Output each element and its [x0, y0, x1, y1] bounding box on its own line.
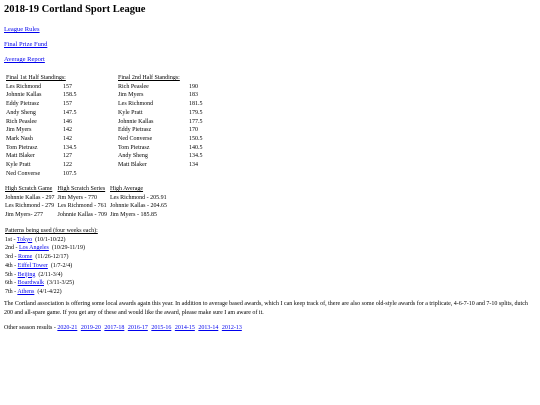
- high-series-cell: Les Richmond - 761: [57, 203, 107, 209]
- standings-row: [6, 161, 77, 170]
- patterns-list: [5, 236, 98, 297]
- standings-row: [118, 135, 203, 144]
- high-average-cell: Jim Myers - 185.85: [110, 211, 157, 218]
- first-half-header: Final 1st Half Standings:: [6, 75, 66, 81]
- pattern-dates: (2/11-3/4): [38, 271, 63, 278]
- bowler-name: Matt Blaker: [118, 162, 147, 169]
- bowler-points: 146: [63, 118, 72, 125]
- high-game-cell: Jim Myers- 277: [5, 211, 43, 218]
- bowler-name: Johnnie Kallas: [6, 92, 42, 99]
- bowler-points: 190: [189, 83, 198, 90]
- bowler-name: Jim Myers: [6, 127, 32, 134]
- bowler-name: Matt Blaker: [6, 153, 35, 160]
- high-scores-row: [5, 211, 170, 220]
- season-link[interactable]: 2014-15: [174, 325, 195, 331]
- bowler-points: 107.5: [63, 170, 77, 177]
- high-scores-table: [5, 186, 170, 219]
- bowler-name: Les Richmond: [118, 101, 154, 108]
- standings-row: [6, 83, 77, 92]
- second-half-standings: [118, 74, 203, 170]
- high-scores-body: [5, 194, 170, 220]
- bowler-name: Les Richmond: [6, 83, 42, 90]
- bowler-name: Eddy Pietrasz: [6, 101, 40, 108]
- pattern-order: 4th -: [5, 262, 18, 269]
- season-link[interactable]: 2013-14: [198, 325, 219, 331]
- pattern-dates: (11/26-12/17): [35, 254, 69, 261]
- pattern-link[interactable]: Tokyo: [16, 236, 33, 243]
- pattern-order: 6th -: [5, 280, 18, 287]
- bowler-points: 142: [63, 135, 72, 142]
- second-half-table: [118, 74, 203, 170]
- bowler-points: 157: [63, 101, 72, 108]
- pattern-link[interactable]: Los Angeles: [19, 245, 49, 252]
- season-link[interactable]: 2020-21: [57, 325, 78, 331]
- standings-row: [118, 83, 203, 92]
- standings-row: [118, 100, 203, 109]
- pattern-item: [5, 288, 98, 297]
- high-game-cell: Johnnie Kallas - 297: [5, 194, 55, 201]
- bowler-points: 183: [189, 92, 198, 99]
- pattern-dates: (1/7-2/4): [50, 262, 73, 269]
- other-seasons-label: Other season results -: [4, 325, 58, 331]
- pattern-order: 7th -: [5, 288, 18, 295]
- pattern-item: [5, 236, 98, 245]
- page: [4, 4, 536, 331]
- bowler-points: 122: [63, 162, 72, 169]
- second-half-header: Final 2nd Half Standings:: [118, 75, 180, 81]
- bowler-name: Andy Sheng: [118, 153, 148, 160]
- awards-paragraph: The Cortland association is offering some local awards again this year. In addition to average based awards, which I can keep track of, there are also some old-style awards for a triplicate, 4-6-7-10 and 7-10 splits, dutch 200 and all-spare game. If you get any of these and would like the award, please make sure I am aware of it.: [4, 301, 528, 316]
- first-half-body: [6, 83, 77, 179]
- high-scores-row: [5, 202, 170, 211]
- average-report-link[interactable]: Average Report: [4, 56, 45, 63]
- pattern-link[interactable]: Eiffel Tower: [17, 262, 48, 269]
- prize-fund-link[interactable]: Final Prize Fund: [4, 41, 48, 48]
- pattern-item: [5, 262, 98, 271]
- pattern-item: [5, 271, 98, 280]
- high-average-cell: Johnnie Kallas - 204.65: [110, 203, 167, 209]
- pattern-order: 2nd -: [5, 245, 19, 252]
- standings-row: [118, 118, 203, 127]
- bowler-points: 179.5: [189, 109, 203, 116]
- bowler-name: Johnnie Kallas: [118, 118, 154, 125]
- bowler-name: Rich Peaslee: [118, 83, 149, 90]
- page-title: 2018-19 Cortland Sport League: [4, 4, 146, 15]
- other-seasons: [4, 324, 244, 333]
- pattern-dates: (10/29-11/19): [51, 245, 85, 252]
- second-half-body: [118, 83, 203, 170]
- high-scores-row: [5, 194, 170, 203]
- standings-row: [6, 170, 77, 179]
- standings-row: [6, 100, 77, 109]
- bowler-points: 147.5: [63, 109, 77, 116]
- standings-row: [118, 91, 203, 100]
- pattern-order: 1st -: [5, 236, 17, 243]
- bowler-points: 127: [63, 153, 72, 160]
- bowler-name: Kyle Pratt: [6, 162, 31, 169]
- patterns-section: [5, 227, 98, 297]
- bowler-points: 134.5: [189, 153, 203, 160]
- pattern-link[interactable]: Beijing: [17, 271, 36, 278]
- season-links: [57, 325, 244, 331]
- standings-row: [6, 118, 77, 127]
- bowler-name: Kyle Pratt: [118, 109, 143, 116]
- pattern-item: [5, 279, 98, 288]
- bowler-name: Tom Pietrasz: [118, 144, 150, 151]
- season-link[interactable]: 2017-18: [104, 325, 125, 331]
- bowler-name: Andy Sheng: [6, 109, 36, 116]
- standings-row: [118, 126, 203, 135]
- bowler-name: Ned Converse: [6, 170, 41, 177]
- pattern-dates: (10/1-10/22): [35, 236, 66, 243]
- standings-row: [6, 91, 77, 100]
- standings-row: [6, 144, 77, 153]
- standings-row: [118, 152, 203, 161]
- standings-row: [118, 144, 203, 153]
- pattern-order: 5th -: [5, 271, 18, 278]
- standings-row: [6, 152, 77, 161]
- bowler-points: 134: [189, 162, 198, 169]
- standings-row: [6, 109, 77, 118]
- high-game-cell: Les Richmond - 279: [5, 203, 55, 209]
- bowler-points: 140.5: [189, 144, 203, 151]
- standings-row: [6, 126, 77, 135]
- bowler-name: Tom Pietrasz: [6, 144, 38, 151]
- bowler-points: 181.5: [189, 101, 203, 108]
- first-half-table: [6, 74, 77, 178]
- bowler-points: 150.5: [189, 135, 203, 142]
- first-half-standings: [6, 74, 77, 178]
- bowler-points: 134.5: [63, 144, 77, 151]
- bowler-name: Eddy Pietrasz: [118, 127, 152, 134]
- pattern-item: [5, 253, 98, 262]
- standings-row: [6, 135, 77, 144]
- high-average-header: High Average: [110, 186, 144, 192]
- league-rules-link[interactable]: League Rules: [4, 26, 40, 33]
- season-link[interactable]: 2019-20: [80, 325, 101, 331]
- pattern-item: [5, 244, 98, 253]
- high-series-header: High Scratch Series: [57, 186, 106, 192]
- bowler-points: 158.5: [63, 92, 77, 99]
- high-average-cell: Les Richmond - 205.91: [110, 194, 167, 201]
- pattern-dates: (3/11-3/25): [47, 280, 75, 287]
- bowler-points: 142: [63, 127, 72, 134]
- bowler-name: Rich Peaslee: [6, 118, 37, 125]
- season-link[interactable]: 2016-17: [127, 325, 148, 331]
- standings-row: [118, 161, 203, 170]
- patterns-header: Patterns being used (four weeks each):: [5, 228, 98, 234]
- bowler-name: Jim Myers: [118, 92, 144, 99]
- high-game-header: High Scratch Game: [5, 186, 53, 192]
- bowler-points: 157: [63, 83, 72, 90]
- bowler-name: Ned Converse: [118, 135, 153, 142]
- high-scores: [5, 186, 170, 219]
- high-series-cell: Johnnie Kallas - 709: [57, 211, 107, 218]
- high-series-cell: Jim Myers - 770: [57, 194, 97, 201]
- bowler-name: Mark Nash: [6, 135, 33, 142]
- pattern-link[interactable]: Athens: [17, 288, 35, 295]
- pattern-order: 3rd -: [5, 254, 18, 261]
- bowler-points: 170: [189, 127, 198, 134]
- bowler-points: 177.5: [189, 118, 203, 125]
- pattern-link[interactable]: Rome: [18, 254, 33, 261]
- pattern-dates: (4/1-4/22): [37, 288, 62, 295]
- season-link[interactable]: 2015-16: [151, 325, 172, 331]
- pattern-link[interactable]: Boardwalk: [17, 280, 44, 287]
- season-link[interactable]: 2012-13: [221, 325, 242, 331]
- standings-row: [118, 109, 203, 118]
